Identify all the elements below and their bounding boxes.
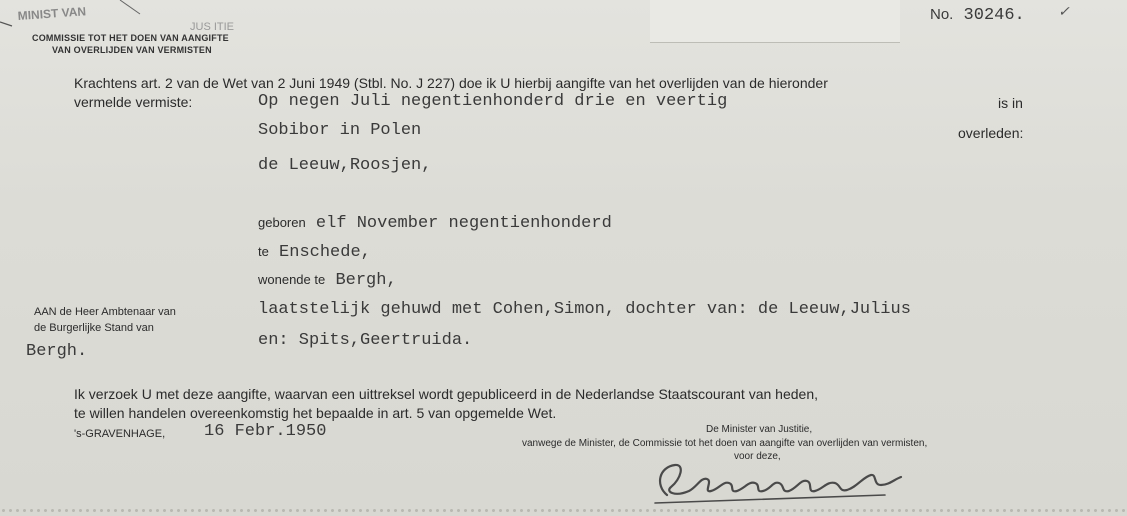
torn-paper-edge xyxy=(650,0,900,43)
residence-line xyxy=(258,271,397,290)
stamp-line-1: COMMISSIE TOT HET DOEN VAN AANGIFTE xyxy=(32,33,229,43)
minister-title: De Minister van Justitie, xyxy=(706,424,813,435)
addressee-line-2: de Burgerlijke Stand van xyxy=(34,322,154,334)
number-label: No. xyxy=(930,6,954,23)
issue-date: 16 Febr.1950 xyxy=(204,422,327,441)
intro-line-1: Krachtens art. 2 van de Wet van 2 Juni 1949 (Stbl. No. J 227) doe ik U hierbij aangifte van het overlijden van de hieronder xyxy=(74,75,828,91)
born-label: geboren xyxy=(258,215,306,230)
residing-label: wonende te xyxy=(258,272,326,287)
deceased-name: de Leeuw,Roosjen, xyxy=(258,156,432,175)
perforated-edge xyxy=(0,505,1127,516)
request-line-2: te willen handelen overeenkomstig het bepaalde in art. 5 van opgemelde Wet. xyxy=(74,405,557,421)
born-date: elf November negentienhonderd xyxy=(315,214,612,233)
request-line-1: Ik verzoek U met deze aangifte, waarvan een uittreksel wordt gepubliceerd in de Nederlandse Staatscourant van heden, xyxy=(74,386,818,402)
voor-deze-line: voor deze, xyxy=(734,451,781,462)
birth-line xyxy=(258,214,612,233)
family-line-1: laatstelijk gehuwd met Cohen,Simon, dochter van: de Leeuw,Julius xyxy=(258,300,911,319)
date-of-death: Op negen Juli negentienhonderd drie en veertig xyxy=(258,92,728,111)
svg-text:MINIST VAN: MINIST VAN xyxy=(17,4,87,23)
svg-text:JUS ITIE: JUS ITIE xyxy=(190,21,235,33)
check-mark-icon: ✓ xyxy=(1058,3,1070,19)
te-label: te xyxy=(258,244,269,259)
number-value: 30246. xyxy=(963,6,1025,25)
addressee-place: Bergh. xyxy=(26,342,88,361)
intro-line-2: vermelde vermiste: xyxy=(74,94,193,110)
stamp-line-2: VAN OVERLIJDEN VAN VERMISTEN xyxy=(52,45,212,55)
birthplace-line xyxy=(258,243,371,262)
addressee-line-1: AAN de Heer Ambtenaar van xyxy=(34,306,176,318)
on-behalf-line: vanwege de Minister, de Commissie tot het doen van aangifte van overlijden van vermisten, xyxy=(522,438,928,449)
overleden-label: overleden: xyxy=(958,125,1024,141)
issue-place: 's-GRAVENHAGE, xyxy=(74,428,166,440)
document-number xyxy=(930,6,1025,25)
is-in-label: is in xyxy=(998,95,1023,111)
signature-icon xyxy=(645,455,910,507)
family-line-2: en: Spits,Geertruida. xyxy=(258,331,473,350)
place-of-death: Sobibor in Polen xyxy=(258,121,422,140)
born-place: Enschede, xyxy=(279,243,371,262)
residing-place: Bergh, xyxy=(335,271,397,290)
